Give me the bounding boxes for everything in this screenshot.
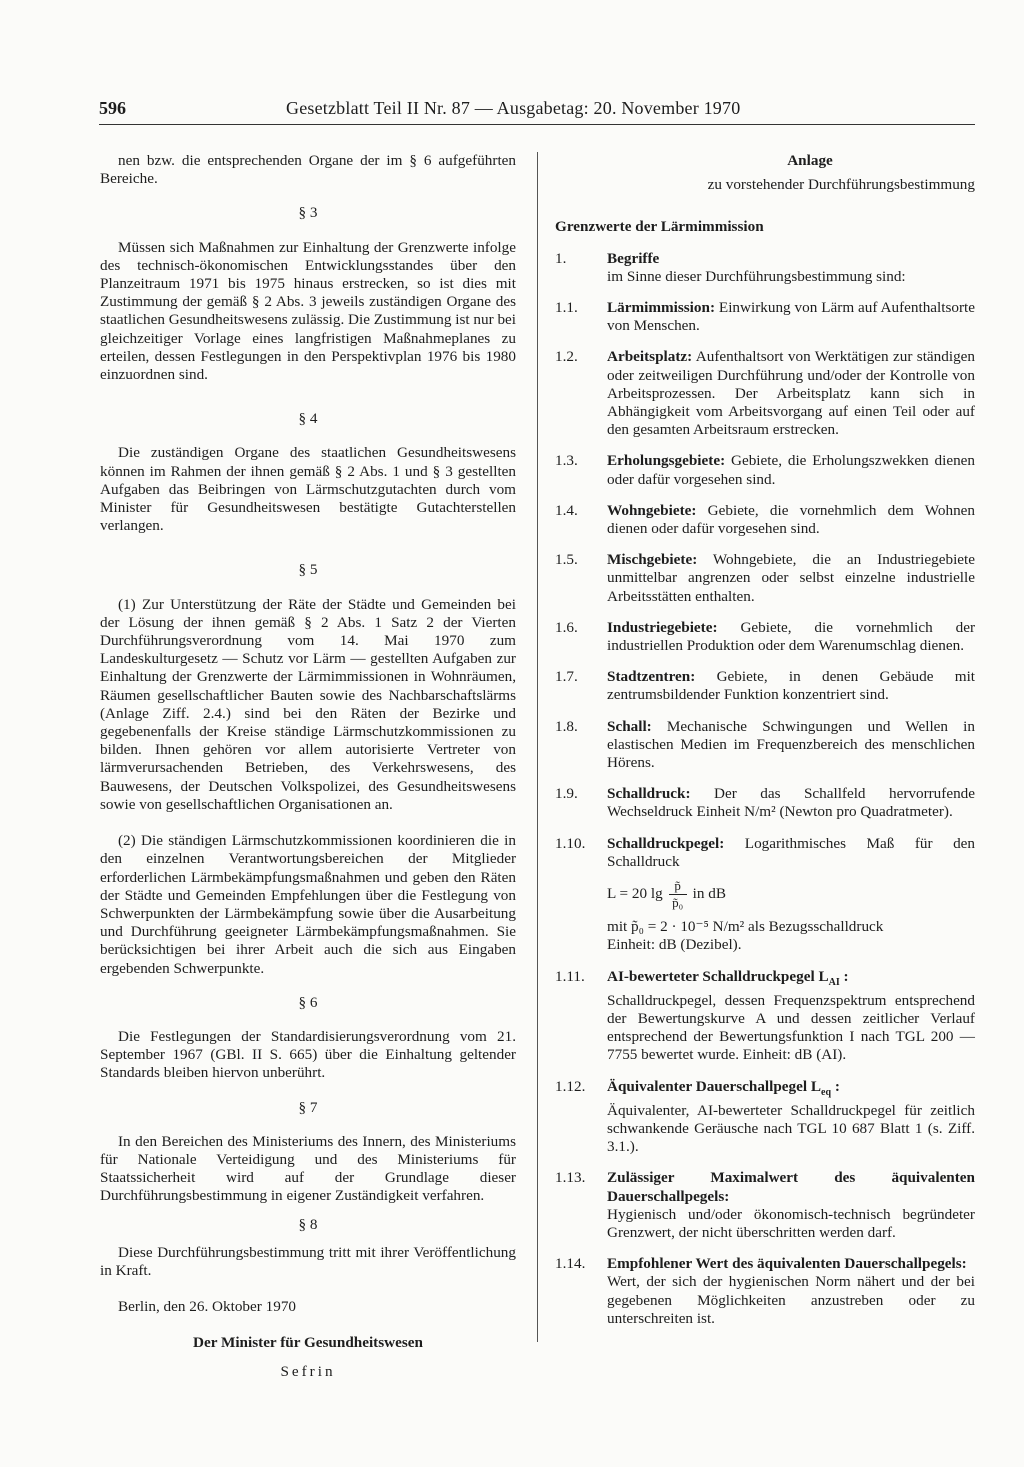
section-8-text: Diese Durchführungsbestimmung tritt mit ihrer Veröffentlichung in Kraft. (100, 1243, 516, 1279)
formula-unit: in dB (692, 885, 727, 903)
definition-item: 1.5. Mischgebiete: Wohngebiete, die an Industriegebiete unmittelbar angrenzen oder selbst einzelne industrielle Arbeitsstätten enthalten. (555, 551, 975, 605)
section-3-heading: § 3 (298, 204, 318, 222)
definitions-list (555, 250, 975, 1328)
section-5-heading: § 5 (298, 561, 318, 579)
definition-item: 1.11. AI-bewerteter Schalldruckpegel $L_{AI}$ : Schalldruckpegel, dessen Frequenzspektrum entsprechend der Bewertungskurve A und dessen zeitlicher Verlauf entsprechend der Bewertungsfunktion I nach TGL 200 — 7755 bewertet wurde. Einheit: dB (AI). (555, 967, 975, 1064)
formula-fraction: $\frac{p̃}{\text{p̃₀}}$ (669, 879, 687, 910)
intro-paragraph: nen bzw. die entsprechenden Organe der im § 6 aufgeführten Bereiche. (100, 152, 516, 188)
definition-item: 1.13. Zulässiger Maximalwert des äquivalenten Dauerschallpegels: Hygienisch und/oder ökonomisch-technisch begründeter Grenzwert, der nicht überschritten werden darf. (555, 1169, 975, 1241)
section-5-para-1: (1) Zur Unterstützung der Räte der Städte und Gemeinden bei der Lösung der ihnen gemäß § 2 Abs. 1 Satz 2 der Vierten Durchführungsverordnung vom 14. Mai 1970 zum Landeskulturgesetz — Schutz vor Lärm — gestellten Aufgaben zur Einhaltung der Grenzwerte der Lärmimmissionen in Wohnräumen, Räumen gesellschaftlicher Bauten sowie des Nachbarschaftslärms (Anlage Ziff. 2.4.) sind bei den Räten der Bezirke und gegebenenfalls der Kreise ständige Lärmschutzkommissionen zu bilden. Ihnen gehören vor allem autorisierte Vertreter von lärmverursachenden Betrieben, des Verkehrswesens, des Bauwesens, der Deutschen Volkspolizei, des Gesundheitswesens sowie von gesellschaftlichen Organisationen an. (100, 595, 516, 813)
definition-item: 1.9. Schalldruck: Der das Schallfeld hervorrufende Wechseldruck Einheit N/m² (Newton pro Quadratmeter). (555, 785, 975, 821)
section-7-heading: § 7 (298, 1098, 318, 1116)
left-column (100, 152, 516, 1381)
date-line: Berlin, den 26. Oktober 1970 (118, 1298, 297, 1316)
signature-title: Der Minister für Gesundheitswesen (193, 1334, 423, 1352)
definition-item: 1.14. Empfohlener Wert des äquivalenten Dauerschallpegels: Wert, der sich der hygienischen Norm nähert und der bei gegebenen Möglichkeiten anzustreben oder zu unterschreiten ist. (555, 1255, 975, 1327)
signature-name: Sefrin (280, 1362, 336, 1380)
definition-item: 1.8. Schall: Mechanische Schwingungen und Wellen in elastischen Medien im Frequenzbereich des menschlichen Hörens. (555, 717, 975, 772)
definition-item: 1.12. Äquivalenter Dauerschallpegel $L_{eq}$ : Äquivalenter, AI-bewerteter Schalldruckpegel für zeitlich schwankende Geräusche nach TGL 10 687 Blatt 1 (s. Ziff. 3.1.). (555, 1077, 975, 1156)
definition-item: 1.7. Stadtzentren: Gebiete, in denen Gebäude mit zentrumsbildender Funktion konzentriert sind. (555, 668, 976, 704)
column-divider (537, 152, 538, 1342)
definition-item: 1.6. Industriegebiete: Gebiete, die vornehmlich der industriellen Produktion oder dem Warenumschlag dienen. (555, 618, 975, 655)
section-8-heading: § 8 (298, 1215, 318, 1233)
page-number: 596 (99, 98, 126, 118)
section-3-text: Müssen sich Maßnahmen zur Einhaltung der Grenzwerte infolge des technisch-ökonomischen Entwicklungsstandes über den Planzeitraum 1971 bis 1975 hinaus erstrecken, so ist dies mit Zustimmung der gemäß § 2 Abs. 3 jeweils zuständigen Organe des staatlichen Gesundheitswesens zulässig. Die Zustimmung ist nur bei gleichzeitiger Vorlage eines langfristigen Maßnahmeplanes zu erteilen, dessen Festlegungen in den Perspektivplan 1976 bis 1980 einzuordnen sind. (100, 238, 516, 384)
section-7-text: In den Bereichen des Ministeriums des Innern, des Ministeriums für Nationale Verteidigung und des Ministeriums für Staatssicherheit wird auf der Grundlage dieser Durchführungsbestimmung in eigener Zuständigkeit verfahren. (100, 1132, 516, 1205)
header-title: Gesetzblatt Teil II Nr. 87 — Ausgabetag: 20. November 1970 (286, 98, 741, 118)
formula (607, 879, 975, 910)
page-header (99, 92, 975, 125)
reference-pressure-line: mit p̃₀ = 2 · 10⁻⁵ N/m² als Bezugsschalldruck (607, 918, 884, 936)
definition-item: 1.4. Wohngebiete: Gebiete, die vornehmlich dem Wohnen dienen oder dafür vorgesehen sind. (555, 501, 976, 538)
anlage-title: Anlage (787, 152, 833, 169)
section-4-text: Die zuständigen Organe des staatlichen Gesundheitswesens können im Rahmen der ihnen gemäß § 2 Abs. 1 und § 3 gestellten Aufgaben das Beibringen von Lärmschutzgutachten durch vom Minister für Gesundheitswesen bestätigte Gutachterstellen verlangen. (100, 444, 516, 535)
section-6-heading: § 6 (298, 993, 318, 1011)
formula-lhs: L = 20 lg (607, 885, 663, 903)
definition-item: 1.2. Arbeitsplatz: Aufenthaltsort von Werktätigen zur ständigen oder zeitweiligen Durchführung und/oder der Kontrolle von Arbeitsprozessen. Der Arbeitsplatz kann sich in Abhängigkeit vom Arbeitsvorgang auf einen Teil oder auf den gesamten Arbeitsraum erstrecken. (555, 348, 975, 439)
section-5-para-2: (2) Die ständigen Lärmschutzkommissionen koordinieren die in den einzelnen Verantwortungsbereichen der Mitglieder erforderlichen Lärmbekämpfungsmaßnahmen und geben den Räten der Städte und Gemeinden Empfehlungen über die Festlegung von Schwerpunkten der Lärmbekämpfung sowie über die Ausarbeitung und Durchführung geeigneter Lärmbekämpfungsmaßnahmen. Sie berücksichtigen bei ihrer Arbeit auch die sich aus Eingaben ergebenden Schwerpunkte. (100, 832, 516, 977)
unit-line: Einheit: dB (Dezibel). (607, 936, 742, 954)
section-4-heading: § 4 (298, 410, 318, 428)
section-6-text: Die Festlegungen der Standardisierungsverordnung vom 21. September 1967 (GBl. II S. 665) über die Einhaltung geltender Standards bleiben hiervon unberührt. (100, 1027, 516, 1082)
definition-item-schalldruckpegel: 1.10. Schalldruckpegel: Logarithmisches Maß für den Schalldruck L = 20 lg $\frac{p̃}{\text{p̃₀}}$ in dB mit p̃₀ = 2 · 10⁻⁵ N/m² als Bezugsschalldruck Einheit: dB (Dezibel). (555, 834, 975, 954)
annex-heading: Grenzwerte der Lärmimmission (555, 218, 764, 236)
definition-item: 1.1. Lärmimmission: Einwirkung von Lärm auf Aufenthaltsorte von Menschen. (555, 299, 976, 335)
definition-item: 1. Begriffe im Sinne dieser Durchführungsbestimmung sind: (555, 249, 906, 285)
definition-item: 1.3. Erholungsgebiete: Gebiete, die Erholungszwekken dienen oder dafür vorgesehen sind. (555, 452, 976, 488)
right-column (555, 152, 975, 1328)
anlage-subtitle: zu vorstehender Durchführungsbestimmung (707, 176, 975, 194)
